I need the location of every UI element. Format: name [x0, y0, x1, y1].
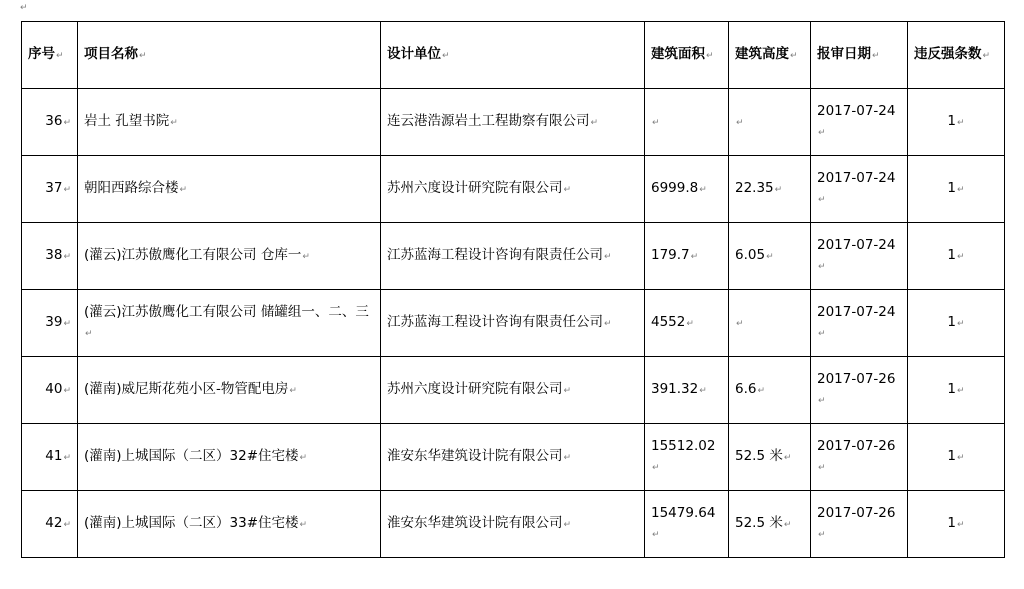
- table-row: [22, 424, 1005, 491]
- cell-design-unit: 淮安东华建筑设计院有限公司↵: [381, 491, 645, 558]
- cell-building-height: 6.6↵: [729, 357, 811, 424]
- paragraph-mark: ↵: [957, 520, 965, 530]
- paragraph-mark: ↵: [699, 386, 707, 396]
- cell-review-date: 2017-07-26↵: [811, 491, 908, 558]
- cell-design-unit: 苏州六度设计研究院有限公司↵: [381, 357, 645, 424]
- paragraph-mark: ↵: [818, 262, 826, 272]
- cell-design-unit: 江苏蓝海工程设计咨询有限责任公司↵: [381, 290, 645, 357]
- paragraph-mark: ↵: [736, 319, 744, 329]
- cell-project-name: (灌云)江苏傲鹰化工有限公司 仓库一↵: [78, 223, 381, 290]
- cell-seq: 40↵: [22, 357, 78, 424]
- paragraph-mark: ↵: [563, 453, 572, 463]
- paragraph-mark: ↵: [818, 463, 826, 473]
- paragraph-mark: ↵: [783, 453, 792, 463]
- cell-building-area: 179.7↵: [645, 223, 729, 290]
- paragraph-mark: ↵: [783, 520, 792, 530]
- paragraph-mark: ↵: [179, 185, 188, 195]
- paragraph-mark: ↵: [604, 319, 612, 329]
- cell-violations: 1↵: [908, 491, 1005, 558]
- paragraph-mark: ↵: [957, 319, 965, 329]
- cell-review-date: 2017-07-26↵: [811, 424, 908, 491]
- paragraph-mark: ↵: [699, 185, 707, 195]
- paragraph-mark: ↵: [774, 185, 783, 195]
- cell-design-unit: 苏州六度设计研究院有限公司↵: [381, 156, 645, 223]
- paragraph-mark: ↵: [766, 252, 774, 262]
- paragraph-mark: ↵: [957, 252, 965, 262]
- header-project-name: 项目名称↵: [78, 22, 381, 89]
- table-row: [22, 290, 1005, 357]
- cell-project-name: 岩土 孔望书院↵: [78, 89, 381, 156]
- paragraph-mark: ↵: [563, 185, 572, 195]
- paragraph-mark: ↵: [818, 396, 826, 406]
- paragraph-mark: ↵: [818, 128, 826, 138]
- paragraph-mark: ↵: [957, 185, 965, 195]
- paragraph-mark: ↵: [818, 195, 826, 205]
- paragraph-mark: ↵: [563, 520, 572, 530]
- cell-design-unit: 连云港浩源岩土工程勘察有限公司↵: [381, 89, 645, 156]
- paragraph-mark: ↵: [818, 530, 826, 540]
- cell-review-date: 2017-07-24↵: [811, 223, 908, 290]
- paragraph-mark: ↵: [63, 386, 71, 396]
- paragraph-mark: ↵: [957, 386, 965, 396]
- paragraph-mark: ↵: [736, 118, 744, 128]
- cell-building-height: [729, 290, 811, 357]
- paragraph-mark: ↵: [690, 252, 699, 262]
- cell-building-area: [645, 89, 729, 156]
- paragraph-mark: ↵: [299, 453, 308, 463]
- paragraph-mark: ↵: [299, 520, 308, 530]
- paragraph-mark: ↵: [818, 329, 826, 339]
- header-row: [22, 22, 1005, 89]
- paragraph-mark: ↵: [20, 3, 28, 13]
- table-row: [22, 156, 1005, 223]
- header-building-height: 建筑高度↵: [729, 22, 811, 89]
- header-design-unit: 设计单位↵: [381, 22, 645, 89]
- table-row: [22, 89, 1005, 156]
- paragraph-mark: ↵: [63, 118, 71, 128]
- cell-design-unit: 淮安东华建筑设计院有限公司↵: [381, 424, 645, 491]
- cell-building-height: [729, 89, 811, 156]
- cell-building-height: 22.35↵: [729, 156, 811, 223]
- cell-building-area: 391.32↵: [645, 357, 729, 424]
- paragraph-mark: ↵: [63, 252, 71, 262]
- paragraph-mark: ↵: [63, 319, 71, 329]
- cell-seq: 42↵: [22, 491, 78, 558]
- paragraph-mark: ↵: [757, 386, 766, 396]
- paragraph-mark: ↵: [302, 252, 310, 262]
- cell-project-name: (灌南)威尼斯花苑小区-物管配电房↵: [78, 357, 381, 424]
- cell-building-area: 15512.02↵: [645, 424, 729, 491]
- review-table: [21, 21, 1005, 558]
- table-row: [22, 491, 1005, 558]
- paragraph-mark: ↵: [686, 319, 694, 329]
- header-review-date: 报审日期↵: [811, 22, 908, 89]
- cell-seq: 37↵: [22, 156, 78, 223]
- header-seq: 序号↵: [22, 22, 78, 89]
- cell-review-date: 2017-07-24↵: [811, 89, 908, 156]
- paragraph-mark: ↵: [63, 520, 71, 530]
- cell-violations: 1↵: [908, 156, 1005, 223]
- paragraph-mark: ↵: [63, 185, 71, 195]
- cell-building-area: 15479.64↵: [645, 491, 729, 558]
- cell-building-height: 52.5 米↵: [729, 491, 811, 558]
- cell-violations: 1↵: [908, 424, 1005, 491]
- cell-violations: 1↵: [908, 223, 1005, 290]
- paragraph-mark: ↵: [652, 530, 660, 540]
- table-row: [22, 357, 1005, 424]
- paragraph-mark: ↵: [957, 118, 965, 128]
- paragraph-mark: ↵: [170, 118, 178, 128]
- paragraph-mark: ↵: [590, 118, 599, 128]
- cell-review-date: 2017-07-24↵: [811, 290, 908, 357]
- cell-seq: 38↵: [22, 223, 78, 290]
- cell-violations: 1↵: [908, 357, 1005, 424]
- header-violations: 违反强条数↵: [908, 22, 1005, 89]
- cell-review-date: 2017-07-24↵: [811, 156, 908, 223]
- paragraph-mark: ↵: [289, 386, 297, 396]
- cell-project-name: (灌南)上城国际（二区）33#住宅楼↵: [78, 491, 381, 558]
- cell-project-name: (灌云)江苏傲鹰化工有限公司 储罐组一、二、三↵: [78, 290, 381, 357]
- cell-project-name: (灌南)上城国际（二区）32#住宅楼↵: [78, 424, 381, 491]
- paragraph-mark: ↵: [63, 453, 71, 463]
- cell-design-unit: 江苏蓝海工程设计咨询有限责任公司↵: [381, 223, 645, 290]
- paragraph-mark: ↵: [652, 463, 660, 473]
- cell-building-height: 6.05↵: [729, 223, 811, 290]
- cell-project-name: 朝阳西路综合楼↵: [78, 156, 381, 223]
- cell-building-area: 6999.8↵: [645, 156, 729, 223]
- cell-review-date: 2017-07-26↵: [811, 357, 908, 424]
- cell-violations: 1↵: [908, 89, 1005, 156]
- paragraph-mark: ↵: [957, 453, 965, 463]
- paragraph-mark: ↵: [652, 118, 660, 128]
- cell-seq: 41↵: [22, 424, 78, 491]
- cell-violations: 1↵: [908, 290, 1005, 357]
- paragraph-mark: ↵: [563, 386, 572, 396]
- cell-building-area: 4552↵: [645, 290, 729, 357]
- paragraph-mark: ↵: [85, 329, 93, 339]
- cell-building-height: 52.5 米↵: [729, 424, 811, 491]
- cell-seq: 36↵: [22, 89, 78, 156]
- cell-seq: 39↵: [22, 290, 78, 357]
- header-building-area: 建筑面积↵: [645, 22, 729, 89]
- paragraph-mark: ↵: [604, 252, 612, 262]
- table-row: [22, 223, 1005, 290]
